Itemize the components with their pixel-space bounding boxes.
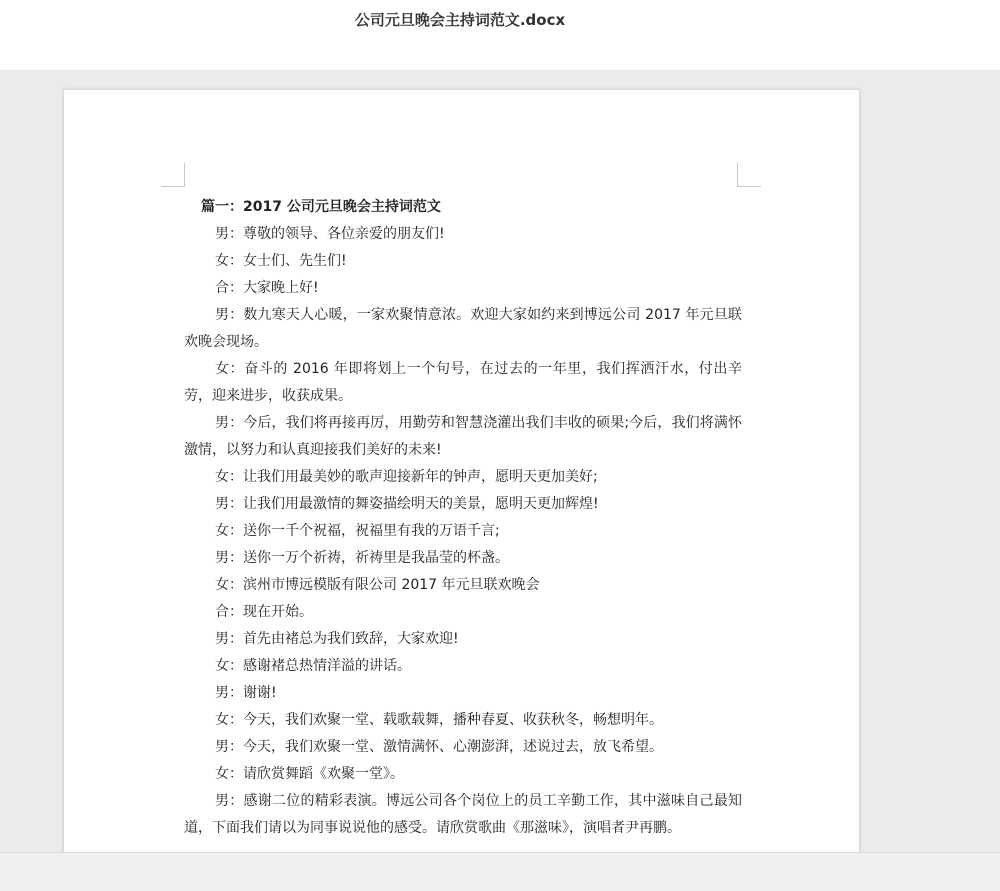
document-page: [63, 89, 860, 852]
paragraph: 女：女士们、先生们!: [215, 253, 347, 269]
paragraph: 女：滨州市博远模版有限公司 2017 年元旦联欢晚会: [215, 577, 540, 593]
paragraph: 男：感谢二位的精彩表演。博远公司各个岗位上的员工辛勤工作，其中滋味自己最知道，下面我们请以为同事说说他的感受。请欣赏歌曲《那滋味》，演唱者尹再鹏。: [184, 793, 742, 836]
paragraph: 男：谢谢!: [215, 685, 277, 701]
paragraph: 男：让我们用最激情的舞姿描绘明天的美景，愿明天更加辉煌!: [215, 496, 599, 512]
paragraph: 男：今天，我们欢聚一堂、激情满怀、心潮澎湃，述说过去，放飞希望。: [215, 739, 663, 755]
document-viewer[interactable]: [0, 70, 1000, 852]
paragraph: 女：感谢褚总热情洋溢的讲话。: [215, 658, 411, 674]
title-bar: [0, 0, 1000, 70]
paragraph: 女：请欣赏舞蹈《欢聚一堂》。: [215, 766, 404, 782]
paragraph: 男：首先由褚总为我们致辞，大家欢迎!: [215, 631, 459, 647]
paragraph: 女：奋斗的 2016 年即将划上一个句号，在过去的一年里，我们挥洒汗水，付出辛劳，迎来进步，收获成果。: [184, 361, 742, 404]
paragraph: 女：今天，我们欢聚一堂、载歌载舞，播种春夏、收获秋冬，畅想明年。: [215, 712, 663, 728]
paragraph: 男：数九寒天人心暖，一家欢聚情意浓。欢迎大家如约来到博远公司 2017 年元旦联欢晚会现场。: [184, 307, 742, 350]
paragraph: 男：今后，我们将再接再厉，用勤劳和智慧浇灌出我们丰收的硕果;今后，我们将满怀激情，以努力和认真迎接我们美好的未来!: [184, 415, 742, 458]
crop-mark-top-right: [737, 163, 761, 187]
paragraph: 合：现在开始。: [215, 604, 313, 620]
paragraph: 男：尊敬的领导、各位亲爱的朋友们!: [215, 226, 445, 242]
document-title: 公司元旦晚会主持词范文.docx: [354, 11, 566, 29]
crop-mark-top-left: [161, 163, 185, 187]
bottom-bar: [0, 852, 1000, 891]
section-heading: 篇一：2017 公司元旦晚会主持词范文: [201, 199, 441, 215]
page-content: [184, 194, 742, 842]
paragraph: 男：送你一万个祈祷，祈祷里是我晶莹的杯盏。: [215, 550, 509, 566]
paragraph: 合：大家晚上好!: [215, 280, 319, 296]
paragraph: 女：让我们用最美妙的歌声迎接新年的钟声，愿明天更加美好;: [215, 469, 598, 485]
paragraph: 女：送你一千个祝福，祝福里有我的万语千言;: [215, 523, 500, 539]
